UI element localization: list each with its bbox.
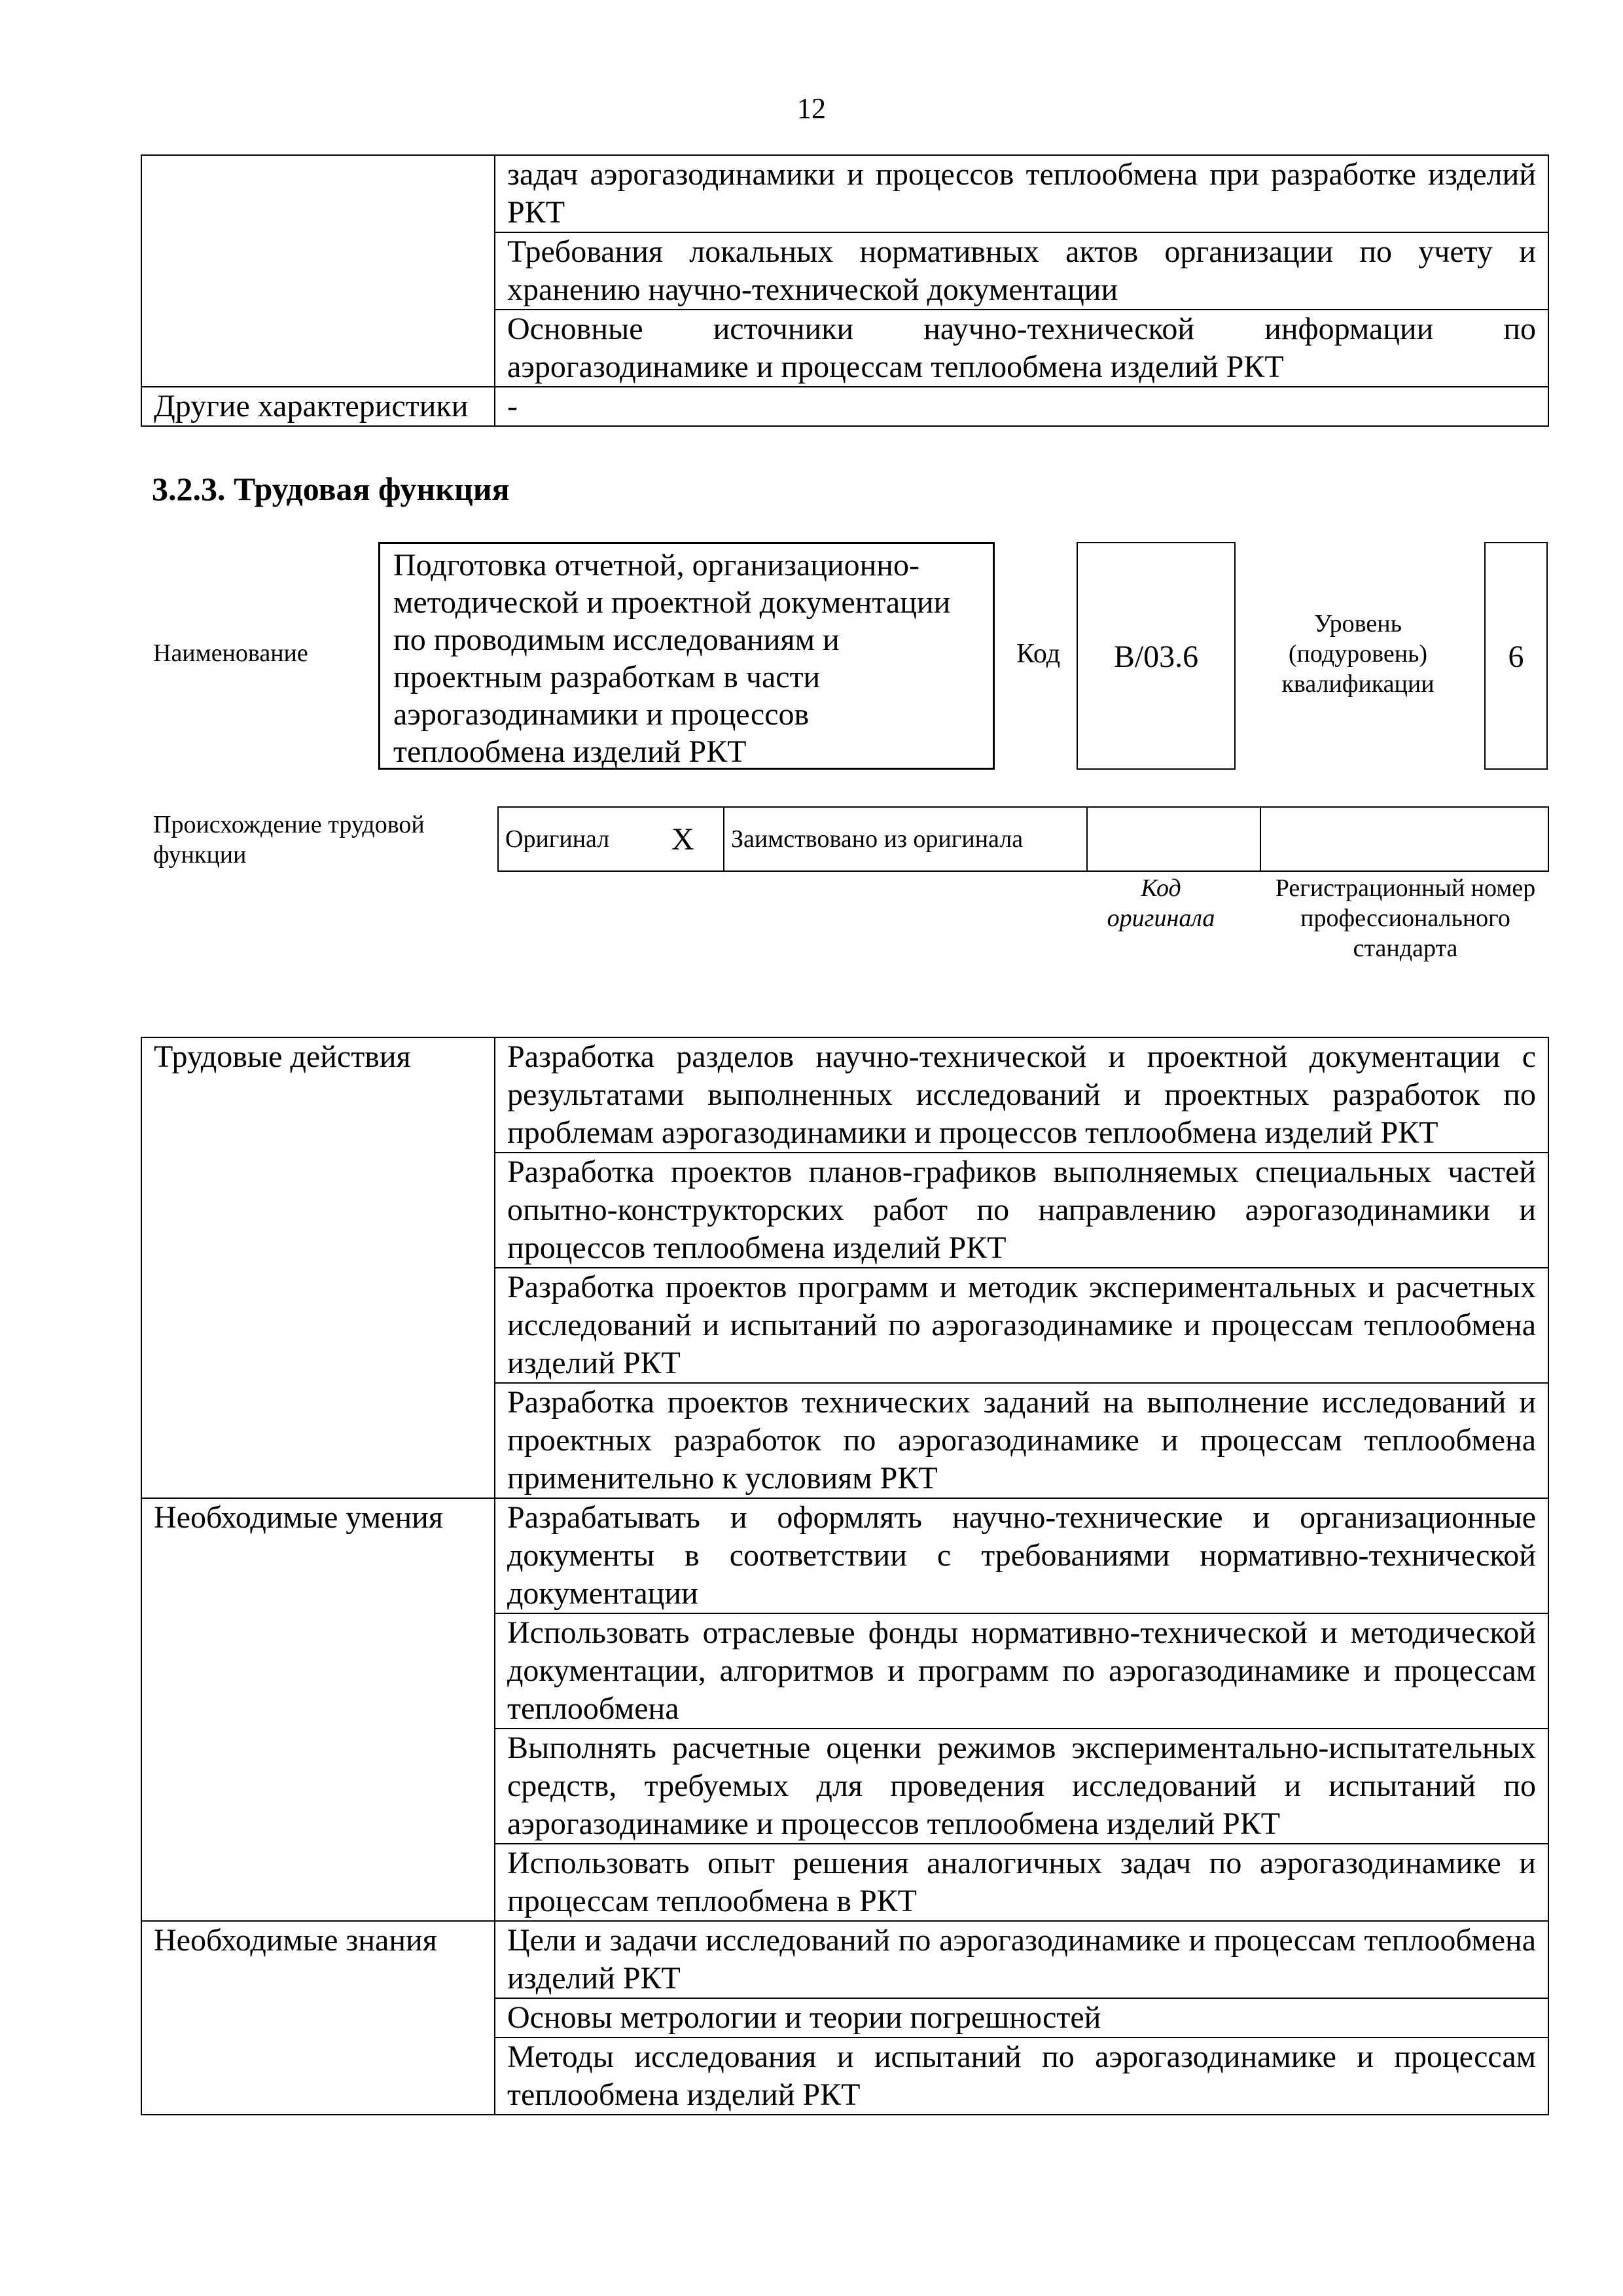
level-value-box: 6 bbox=[1484, 542, 1548, 770]
code-value-box: B/03.6 bbox=[1077, 542, 1236, 770]
labor-action-item: Разработка проектов технических заданий на выполнение исследований и проектных разработок по аэрогазодинамике и процессам теплообмена применительно к условиям РКТ bbox=[495, 1383, 1548, 1498]
table-row bbox=[141, 1921, 1548, 1998]
row-label bbox=[141, 155, 495, 387]
knowledge-item: Основы метрологии и теории погрешностей bbox=[495, 1998, 1548, 2037]
labor-action-item: Разработка проектов планов-графиков выполняемых специальных частей опытно-конструкторских работ по направлению аэрогазодинамики и процессов теплообмена изделий РКТ bbox=[495, 1153, 1548, 1268]
other-value: - bbox=[495, 387, 1548, 426]
skill-item: Выполнять расчетные оценки режимов экспериментально-испытательных средств, требуемых для проведения исследований и испытаний по аэрогазодинамике и процессов теплообмена изделий РКТ bbox=[495, 1729, 1548, 1844]
level-label: Уровень (подуровень) квалификации bbox=[1281, 610, 1435, 698]
row-label-other: Другие характеристики bbox=[141, 387, 495, 426]
page-number: 12 bbox=[797, 92, 826, 124]
continuation-table bbox=[141, 154, 1549, 427]
skills-label: Необходимые умения bbox=[141, 1498, 495, 1921]
table-row bbox=[141, 387, 1548, 426]
requirement-text: задач аэрогазодинамики и процессов теплообмена при разработке изделий РКТ bbox=[495, 155, 1548, 232]
original-label: Оригинал bbox=[498, 807, 665, 871]
labor-action-item: Разработка проектов программ и методик экспериментальных и расчетных исследований и испытаний по аэрогазодинамике и процессам теплообмена изделий РКТ bbox=[495, 1268, 1548, 1383]
requirement-text: Основные источники научно-технической информации по аэрогазодинамике и процессам теплообмена изделий РКТ bbox=[495, 310, 1548, 387]
requirement-text: Требования локальных нормативных актов организации по учету и хранению научно-технической документации bbox=[495, 232, 1548, 310]
code-label: Код bbox=[1016, 639, 1061, 669]
original-code-caption: Код оригинала bbox=[1107, 874, 1215, 932]
labor-actions-label: Трудовые действия bbox=[141, 1037, 495, 1498]
skill-item: Разрабатывать и оформлять научно-технические и организационные документы в соответствии с требованиями нормативно-технической документации bbox=[495, 1498, 1548, 1613]
original-mark: X bbox=[665, 807, 724, 871]
original-code-cell bbox=[1087, 807, 1260, 871]
table-row bbox=[141, 1037, 1548, 1153]
registration-number-cell bbox=[1260, 807, 1548, 871]
knowledge-item: Цели и задачи исследований по аэрогазодинамике и процессам теплообмена изделий РКТ bbox=[495, 1921, 1548, 1998]
origin-label: Происхождение трудовой функции bbox=[153, 811, 425, 869]
borrowed-label: Заимствовано из оригинала bbox=[724, 807, 1087, 871]
function-name-box: Подготовка отчетной, организационно-методической и проектной документации по проводимым исследованиям и проектным разработкам в части аэрогазодинамики и процессов теплообмена изделий РКТ bbox=[378, 542, 995, 770]
labor-action-item: Разработка разделов научно-технической и проектной документации с результатами выполненных исследований и проектных разработок по проблемам аэрогазодинамики и процессов теплообмена изделий РКТ bbox=[495, 1037, 1548, 1153]
table-row bbox=[498, 807, 1548, 871]
skill-item: Использовать отраслевые фонды нормативно-технической и методической документации, алгоритмов и программ по аэрогазодинамике и процессам теплообмена bbox=[495, 1613, 1548, 1729]
skill-item: Использовать опыт решения аналогичных задач по аэрогазодинамике и процессам теплообмена в РКТ bbox=[495, 1844, 1548, 1921]
table-row bbox=[141, 155, 1548, 232]
function-details-table bbox=[141, 1037, 1549, 2115]
knowledge-item: Методы исследования и испытаний по аэрогазодинамике и процессам теплообмена изделий РКТ bbox=[495, 2037, 1548, 2115]
table-row bbox=[141, 1498, 1548, 1613]
section-title: 3.2.3. Трудовая функция bbox=[152, 471, 510, 507]
registration-number-caption: Регистрационный номер профессионального стандарта bbox=[1275, 874, 1536, 962]
name-label: Наименование bbox=[153, 639, 308, 667]
knowledge-label: Необходимые знания bbox=[141, 1921, 495, 2115]
origin-table bbox=[497, 806, 1549, 872]
